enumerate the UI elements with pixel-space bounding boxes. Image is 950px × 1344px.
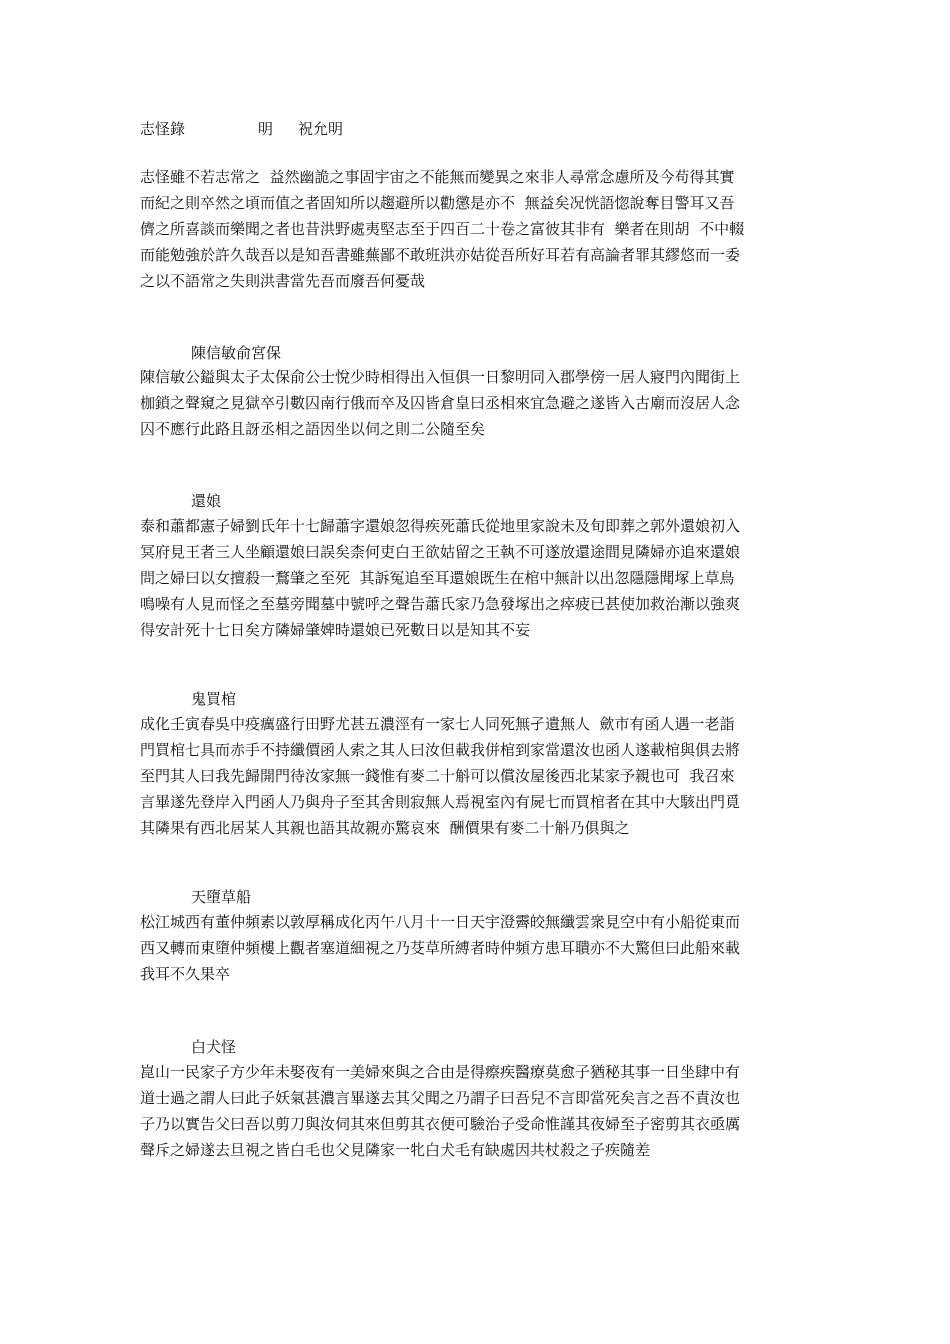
- story-paragraph: [140, 364, 818, 442]
- text-line: 道士過之謂人曰此子妖氣甚濃言畢遂去其父聞之乃謂子曰吾兒不言即當死矣言之吾不責汝也: [140, 1089, 741, 1107]
- book-header: [140, 118, 343, 140]
- text-line: 志怪雖不若志常之 益然幽詭之事固宇宙之不能無而變異之來非人尋常念慮所及今苟得其實: [140, 168, 735, 186]
- story-paragraph: [140, 513, 818, 643]
- text-line: 枷鎖之聲窺之見獄卒引數囚南行俄而卒及囚皆倉皇曰丞相來宜急避之遂皆入古廟而沒居人念: [140, 394, 741, 412]
- author: 祝允明: [298, 120, 344, 138]
- text-line: 而紀之則卒然之頃而值之者固知所以趨避所以勸懲是亦不 無益矣况恍語惚說奪目警耳又吾: [140, 194, 735, 212]
- text-line: 儕之所喜談而樂聞之者也昔洪野處夷堅志至于四百二十卷之富彼其非有 樂者在則胡 不中輟: [140, 220, 745, 238]
- dynasty: 明: [258, 120, 274, 138]
- text-line: 聲斥之婦遂去旦視之皆白毛也父見隣家一牝白犬毛有缺處因共杖殺之子疾隨差: [140, 1141, 651, 1159]
- text-line: 其隣果有西北居某人其親也語其故親亦驚哀來 酬價果有麥二十斛乃俱與之: [140, 819, 630, 837]
- text-line: 子乃以實告父曰吾以剪刀與汝伺其來但剪其衣便可驗治子受命惟謹其夜婦至子密剪其衣亟厲: [140, 1115, 741, 1133]
- text-line: 崑山一民家子方少年未娶夜有一美婦來與之合由是得瘵疾醫療莫愈子猶秘其事一日坐肆中有: [140, 1063, 741, 1081]
- text-line: 至門其人曰我先歸開門待汝家無一錢惟有麥二十斛可以償汝屋後西北某家予親也可 我召來: [140, 767, 735, 785]
- text-line: 鳴噪有人見而怪之至墓旁聞墓中號呼之聲告蕭氏家乃急發塚出之瘁疲已甚使加救治漸以強爽: [140, 595, 741, 613]
- story-paragraph: [140, 711, 818, 841]
- story-title: 陳信敏俞宮保: [191, 344, 282, 362]
- text-line: 我耳不久果卒: [140, 965, 231, 983]
- text-line: 西又轉而東墮仲頻樓上觀者塞道細視之乃芟草所縛者時仲頻方患耳聵亦不大驚但曰此船來載: [140, 939, 741, 957]
- text-line: 言畢遂先登岸入門函人乃與舟子至其舍則寂無人焉視室內有屍七而買棺者在其中大駭出門覓: [140, 793, 741, 811]
- preface-paragraph: [140, 164, 818, 294]
- story-title: 還娘: [191, 492, 222, 510]
- text-line: 松江城西有董仲頻素以敦厚稱成化丙午八月十一日天宇澄霽皎無纖雲衆見空中有小船從東而: [140, 913, 741, 931]
- story-paragraph: [140, 1059, 818, 1163]
- text-line: 泰和蕭都憲子婦劉氏年十七歸蕭字還娘忽得疾死蕭氏從地里家說未及旬即葬之郭外還娘初入: [140, 517, 741, 535]
- text-line: 而能勉強於許久哉吾以是知吾書雖蕪鄙不敢班洪亦姑從吾所好耳若有高論者罪其繆悠而一委: [140, 246, 741, 264]
- text-line: 得安計死十七日矣方隣婦肇婢時還娘已死數日以是知其不妄: [140, 621, 531, 639]
- story-title: 天墮草船: [191, 888, 252, 906]
- book-title: 志怪錄: [140, 120, 186, 138]
- story-paragraph: [140, 909, 818, 987]
- story-title: 鬼買棺: [191, 690, 237, 708]
- text-line: 冥府見王者三人坐顧還娘曰誤矣柰何吏白王欲姑留之王執不可遂放還途間見隣婦亦追來還娘: [140, 543, 741, 561]
- text-line: 門買棺七具而赤手不持纖價函人索之其人曰汝但載我併棺到家當還汝也函人遂載棺與俱去將: [140, 741, 741, 759]
- text-line: 陳信敏公鎰與太子太保俞公士悅少時相得出入恒俱一日黎明同入郡學傍一居人寢門內聞街上: [140, 368, 741, 386]
- text-line: 之以不語常之失則洪書當先吾而廢吾何憂哉: [140, 272, 426, 290]
- text-line: 囚不應行此路且訝丞相之語因坐以伺之則二公隨至矣: [140, 420, 486, 438]
- text-line: 問之婦曰以女擅殺一鶩肇之至死 其訴冤追至耳還娘既生在棺中無計以出忽隱隱聞塚上草鳥: [140, 569, 735, 587]
- text-line: 成化壬寅春吳中疫癘盛行田野尤甚五濃涇有一家七人同死無孑遺無人 歛市有函人遇一老詣: [140, 715, 735, 733]
- story-title: 白犬怪: [191, 1038, 237, 1056]
